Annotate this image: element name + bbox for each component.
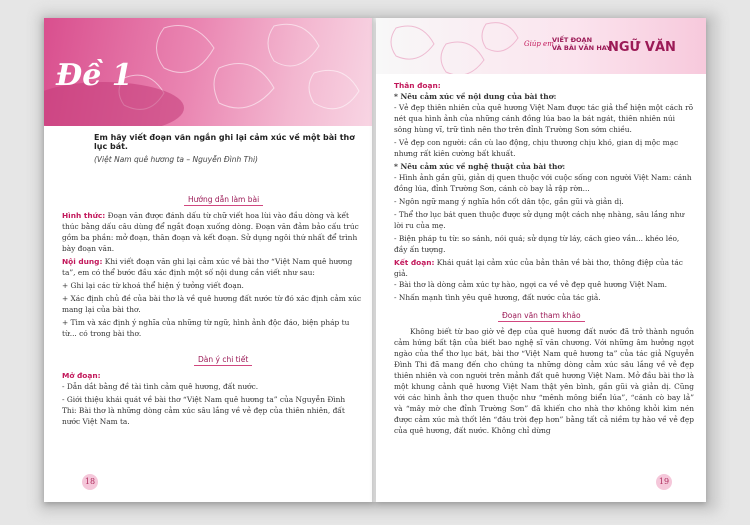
list-item: - Bài thơ là dòng cảm xúc tự hào, ngợi ca về vẻ đẹp quê hương Việt Nam.: [394, 280, 667, 289]
section-reference-heading: Đoạn văn tham khảo: [498, 310, 585, 322]
prompt-box: [94, 133, 362, 183]
brand-mid-line-1: VIẾT ĐOẠN: [552, 36, 593, 44]
prompt-text: Em hãy viết đoạn văn ngắn ghi lại cảm xúc về một bài thơ lục bát.: [94, 133, 355, 151]
list-item: - Hình ảnh gần gũi, giản dị quen thuộc với cuộc sống con người Việt Nam: cánh đồng lúa, đỉnh Trường Sơn, cánh cò bay lả rập rờn...: [394, 173, 692, 193]
page-number: 19: [656, 474, 672, 490]
list-item: + Tìm và xác định ý nghĩa của những từ ngữ, hình ảnh độc đáo, biện pháp tu từ... có trong bài thơ.: [62, 318, 350, 338]
list-item: - Ngôn ngữ mang ý nghĩa hồn cốt dân tộc, gần gũi và giản dị.: [394, 197, 624, 206]
content-label: Nội dung:: [62, 257, 103, 266]
list-item: - Biện pháp tu từ: so sánh, nói quá; sử dụng từ láy, cách gieo vần... khéo léo, đầy ấn tượng.: [394, 234, 680, 254]
brand-mid-line-2: VÀ BÀI VĂN HAY: [552, 44, 611, 52]
art-heading: * Nêu cảm xúc về nghệ thuật của bài thơ:: [394, 162, 566, 171]
brand-mid-text: [552, 36, 611, 52]
form-paragraph: [62, 210, 362, 254]
list-item: - Thể thơ lục bát quen thuộc được sử dụng một cách nhẹ nhàng, sâu lắng như lời ru của mẹ.: [394, 210, 685, 230]
intro-label: Mở đoạn:: [62, 371, 101, 380]
content-text: Khi viết đoạn văn ghi lại cảm xúc về bài thơ “Việt Nam quê hương ta”, em có thể bước đầu xác định một số nội dung cần viết như sau:: [62, 257, 353, 277]
prompt-reference: (Việt Nam quê hương ta – Nguyễn Đình Thi): [94, 155, 258, 164]
list-item: - Vẻ đẹp thiên nhiên của quê hương Việt Nam được tác giả thể hiện một cách rõ nét qua hình ảnh của những cánh đồng lúa bao la bát ngát, thiên nhiên núi sông hùng vĩ, trữ tình nên thơ trên đỉnh Trường Sơn sớm chiều.: [394, 103, 694, 134]
reference-paragraph: Không biết từ bao giờ vẻ đẹp của quê hương đất nước đã trở thành nguồn cảm hứng bất tận của biết bao nghệ sĩ văn chương. Với những âm hưởng ngọt ngào của thể thơ lục bát, bài thơ “Việt Nam quê hương ta” của tác giả Nguyễn Đình Thi đã mang đến cho chúng ta những dòng cảm xúc sâu lắng về vẻ đẹp thiên nhiên và con người trên mảnh đất quê hương Việt Nam. Mở đầu bài thơ là một khung cảnh quê hương Việt Nam thật yên bình, gần gũi và giản dị. Cũng với các hình ảnh thơ quen thuộc như “mênh mông biển lúa”, “cánh cò bay lả” và “mây mờ che đỉnh Trường Sơn” đã khiến cho nhà thơ không khỏi kìm nén được cảm xúc mà thốt lên “đâu trời đẹp hơn” bằng tất cả niềm tự hào về vẻ đẹp của quê hương, đất nước. Không chỉ dừng: [394, 327, 694, 435]
conclusion-label: Kết đoạn:: [394, 258, 435, 267]
exercise-title: Đề 1: [56, 58, 133, 93]
list-item: + Xác định chủ đề của bài thơ là về quê hương đất nước từ đó xác định cảm xúc mang lại của bài thơ.: [62, 294, 362, 314]
list-item: - Vẻ đẹp con người: cần cù lao động, chịu thương chịu khó, gian dị mộc mạc nhưng rất kiên cường bất khuất.: [394, 138, 679, 158]
list-item: - Nhấn mạnh tình yêu quê hương, đất nước của tác giả.: [394, 293, 601, 302]
conclusion-paragraph: [394, 257, 694, 279]
body-section: [394, 80, 694, 305]
left-page: [44, 18, 374, 502]
conclusion-text: Khái quát lại cảm xúc của bản thân về bài thơ, thông điệp của tác giả.: [394, 258, 683, 278]
intro-section: [62, 370, 362, 429]
list-item: + Ghi lại các từ khoá thể hiện ý tưởng viết đoạn.: [62, 281, 244, 290]
page-header: [376, 18, 706, 74]
section-detail-heading: Dàn ý chi tiết: [194, 354, 252, 366]
right-page: [376, 18, 706, 502]
body-label: Thân đoạn:: [394, 81, 441, 90]
guide-list: [62, 280, 362, 341]
form-text: Đoạn văn được đánh dấu từ chữ viết hoa lùi vào đầu dòng và kết thúc bằng dấu câu dùng để ngắt đoạn xuống dòng. Đoạn văn đảm bảo cấu trúc gồm ba phần: mở đoạn, thân đoạn và kết đoạn. Sử dụng ngôi thứ nhất để trình bày đoạn văn.: [62, 211, 359, 253]
brand-small-text: Giúp em: [524, 40, 554, 48]
content-paragraph: [62, 256, 362, 278]
list-item: - Dẫn dắt bằng đề tài tình cảm quê hương, đất nước.: [62, 382, 259, 391]
content-heading: * Nêu cảm xúc về nội dung của bài thơ:: [394, 92, 557, 101]
brand-title: NGỮ VĂN: [608, 40, 676, 55]
list-item: - Giới thiệu khái quát về bài thơ “Việt Nam quê hương ta” của Nguyễn Đình Thi: Bài thơ là những dòng cảm xúc sâu lắng về vẻ đẹp của thiên nhiên, đất nước Việt Nam ta.: [62, 395, 346, 426]
section-guide-heading: Hướng dẫn làm bài: [184, 194, 263, 206]
title-banner: [44, 18, 374, 126]
form-label: Hình thức:: [62, 211, 106, 220]
page-number: 18: [82, 474, 98, 490]
